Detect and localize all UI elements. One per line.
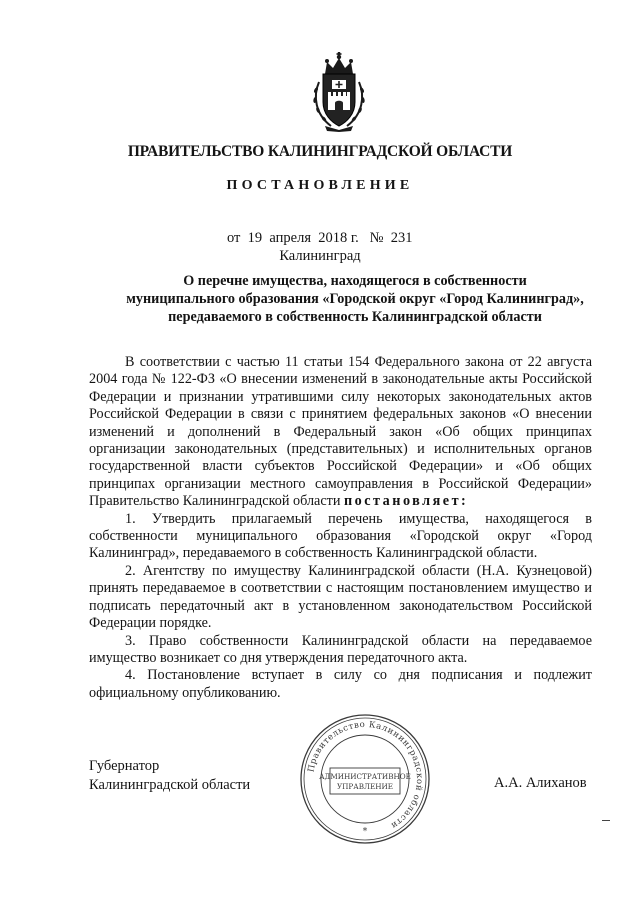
subject-line: О перечне имущества, находящегося в собственности xyxy=(183,273,527,289)
subject-line: муниципального образования «Городской округ «Город Калининград», xyxy=(126,291,584,307)
issue-city: Калининград xyxy=(279,248,361,264)
coat-of-arms-emblem xyxy=(311,52,367,132)
signatory-name: А.А. Алиханов xyxy=(494,775,587,791)
stamp-ring-text: Правительство Калининградской области xyxy=(306,719,425,831)
stamp-star-mark: * xyxy=(362,827,368,837)
resolution-item-3: 3. Право собственности Калининградской области на передаваемое имущество возникает со дня утверждения передаточного акта. xyxy=(89,632,592,666)
resolves-keyword: постановляет: xyxy=(343,493,469,510)
stamp-center-line-2: УПРАВЛЕНИЕ xyxy=(336,782,394,791)
government-title: ПРАВИТЕЛЬСТВО КАЛИНИНГРАДСКОЙ ОБЛАСТИ xyxy=(127,143,513,160)
preamble-text: В соответствии с частью 11 статьи 154 Федерального закона от 22 августа 2004 года № 122-ФЗ «О внесении изменений в законодательные акты Российской Федерации и признании утратившими силу некоторых законодательных актов Российской Федерации в связи с принятием федеральных законов «О внесении изменений и дополнений в Федеральный закон «Об общих принципах организации законодательных (представительных) и исполнительных органов государственной власти субъектов Российской Федерации» и «Об общих принципах организации местного самоуправления в Российской Федерации» Правительство Калининградской области xyxy=(89,354,592,510)
decree-subject xyxy=(110,272,600,326)
resolution-item-4: 4. Постановление вступает в силу со дня подписания и подлежит официальному опубликованию. xyxy=(89,667,592,701)
signatory-title: Губернатор xyxy=(89,758,160,774)
signatory-region: Калининградской области xyxy=(89,777,251,793)
margin-mark xyxy=(602,820,610,821)
subject-line: передаваемого в собственность Калининградской области xyxy=(168,309,542,325)
official-seal-stamp xyxy=(298,712,432,846)
document-type-title: ПОСТАНОВЛЕНИЕ xyxy=(226,178,414,193)
preamble-paragraph xyxy=(89,354,592,511)
resolution-item-1: 1. Утвердить прилагаемый перечень имущества, находящегося в собственности муниципального образования «Городской округ «Город Калининград», передаваемого в собственность Калининградской области. xyxy=(89,510,592,562)
resolution-item-2: 2. Агентству по имуществу Калининградской области (Н.А. Кузнецовой) принять передаваемое в соответствии с настоящим постановлением имущество и подписать передаточный акт в установленном законодательством Российской Федерации порядке. xyxy=(89,562,592,632)
decree-body xyxy=(89,354,592,702)
signatory-position xyxy=(89,757,250,795)
decree-date-and-number: от 19 апреля 2018 г. № 231 xyxy=(227,230,413,246)
stamp-center-line-1: АДМИНИСТРАТИВНОЕ xyxy=(319,772,411,781)
